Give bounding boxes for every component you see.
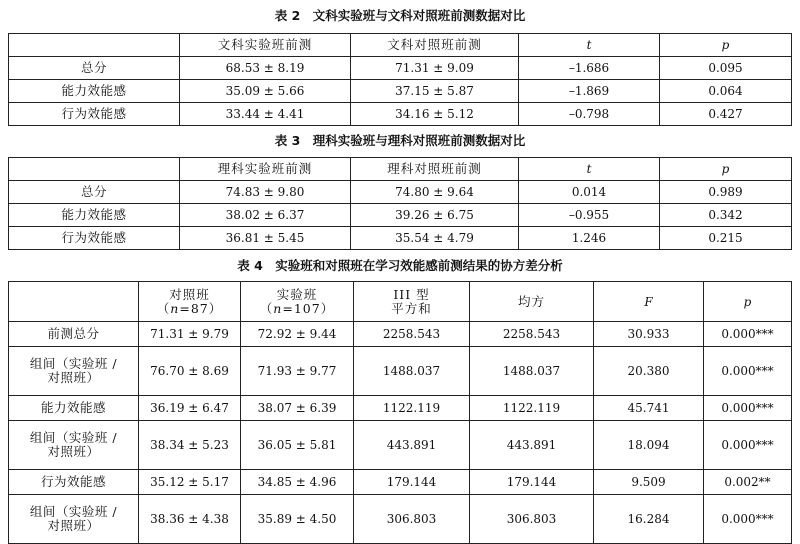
table-cell: 38.07 ± 6.39 [241,396,354,421]
table-cell: 443.891 [470,421,594,470]
table-cell: 30.933 [594,322,704,347]
row-label: 总分 [9,181,180,204]
table4-header-p: p [704,282,792,322]
table-cell: 71.31 ± 9.79 [139,322,241,347]
table-cell: 443.891 [354,421,470,470]
row-label [9,347,139,396]
table3-caption: 表 3 理科实验班与理科对照班前测数据对比 [274,133,526,148]
table-cell: 179.144 [354,470,470,495]
table-cell: 39.26 ± 6.75 [351,204,519,227]
table-cell: 0.014 [519,181,660,204]
table-cell: 0.000*** [704,421,792,470]
table-cell: 0.000*** [704,347,792,396]
n-variable: n [273,300,283,316]
table-cell: 1122.119 [470,396,594,421]
header-line: 实验班 [276,286,318,302]
row-label: 能力效能感 [9,80,180,103]
table-cell: 36.19 ± 6.47 [139,396,241,421]
table-row [9,347,792,396]
table3-header-t: t [519,158,660,181]
paren: （ [259,300,274,316]
row-label [9,495,139,544]
row-label-line: 对照班） [47,518,100,533]
row-label-line: 组间（实验班 / [29,430,118,445]
table-cell: 38.02 ± 6.37 [180,204,351,227]
table3-header-row [9,158,792,181]
table-row [9,396,792,421]
row-label-line: 组间（实验班 / [29,504,118,519]
table4-header-empty [9,282,139,322]
table-cell: 2258.543 [354,322,470,347]
n-variable: n [170,300,180,316]
table-cell: 35.89 ± 4.50 [241,495,354,544]
table-cell: 36.05 ± 5.81 [241,421,354,470]
table-cell: 1488.037 [354,347,470,396]
table2-header-empty [9,34,180,57]
table4-header-ss [354,282,470,322]
table-row [9,57,792,80]
table-cell: –0.955 [519,204,660,227]
n-value: =107） [282,300,335,316]
table-cell: 35.12 ± 5.17 [139,470,241,495]
table4-header-experiment [241,282,354,322]
table-cell: 36.81 ± 5.45 [180,227,351,250]
table4-caption: 表 4 实验班和对照班在学习效能感前测结果的协方差分析 [237,258,563,273]
table-row [9,181,792,204]
row-label [9,470,139,495]
row-label: 总分 [9,57,180,80]
table-cell: –1.869 [519,80,660,103]
table-cell: 34.85 ± 4.96 [241,470,354,495]
paren: （ [156,300,171,316]
row-label-line: 前测总分 [47,326,100,341]
table-cell: 37.15 ± 5.87 [351,80,519,103]
table2 [8,33,792,126]
table-cell: 0.342 [660,204,792,227]
row-label [9,421,139,470]
table-row [9,80,792,103]
table-cell: 74.80 ± 9.64 [351,181,519,204]
table-cell: 35.54 ± 4.79 [351,227,519,250]
table-cell: 0.427 [660,103,792,126]
row-label-line: 对照班） [47,444,100,459]
table-row [9,322,792,347]
table4-header-row [9,282,792,322]
table-cell: –1.686 [519,57,660,80]
table2-header-p: p [660,34,792,57]
header-n-line [139,302,240,316]
row-label-line: 对照班） [47,370,100,385]
table-cell: 0.000*** [704,322,792,347]
table4-header-ms: 均方 [470,282,594,322]
table-cell: 74.83 ± 9.80 [180,181,351,204]
table-cell: –0.798 [519,103,660,126]
table-cell: 1122.119 [354,396,470,421]
table2-header-row [9,34,792,57]
table-row [9,421,792,470]
n-value: =87） [179,300,223,316]
table-cell: 0.095 [660,57,792,80]
table-cell: 306.803 [470,495,594,544]
table-cell: 0.000*** [704,495,792,544]
header-n-line [241,302,353,316]
row-label [9,322,139,347]
row-label: 能力效能感 [9,204,180,227]
table-cell: 9.509 [594,470,704,495]
table-cell: 38.34 ± 5.23 [139,421,241,470]
header-line: 对照班 [169,286,210,302]
table-row [9,470,792,495]
table3-header-control: 理科对照班前测 [351,158,519,181]
table-cell: 1488.037 [470,347,594,396]
table2-caption: 表 2 文科实验班与文科对照班前测数据对比 [274,8,526,23]
table-cell: 0.002** [704,470,792,495]
table-cell: 68.53 ± 8.19 [180,57,351,80]
table4-header-control [139,282,241,322]
row-label-line: 组间（实验班 / [29,356,118,371]
table3-header-experiment: 理科实验班前测 [180,158,351,181]
table-cell: 16.284 [594,495,704,544]
table4-header-f: F [594,282,704,322]
table-cell: 179.144 [470,470,594,495]
table-cell: 72.92 ± 9.44 [241,322,354,347]
table-row [9,227,792,250]
row-label: 行为效能感 [9,227,180,250]
table-cell: 71.31 ± 9.09 [351,57,519,80]
table2-header-control: 文科对照班前测 [351,34,519,57]
table-cell: 34.16 ± 5.12 [351,103,519,126]
table-cell: 38.36 ± 4.38 [139,495,241,544]
table-cell: 20.380 [594,347,704,396]
table2-header-t: t [519,34,660,57]
table-cell: 35.09 ± 5.66 [180,80,351,103]
row-label: 行为效能感 [9,103,180,126]
table2-header-experiment: 文科实验班前测 [180,34,351,57]
table-cell: 0.000*** [704,396,792,421]
table-cell: 0.064 [660,80,792,103]
row-label [9,396,139,421]
table-row [9,495,792,544]
table3 [8,157,792,250]
table-cell: 1.246 [519,227,660,250]
table-cell: 2258.543 [470,322,594,347]
table4 [8,281,792,544]
table-cell: 76.70 ± 8.69 [139,347,241,396]
table-row [9,103,792,126]
table-cell: 71.93 ± 9.77 [241,347,354,396]
header-line: III 型 [393,286,430,302]
row-label-line: 行为效能感 [40,474,106,489]
table-row [9,204,792,227]
row-label-line: 能力效能感 [40,400,106,415]
table3-header-empty [9,158,180,181]
table-cell: 33.44 ± 4.41 [180,103,351,126]
table-cell: 45.741 [594,396,704,421]
header-line: 平方和 [391,300,432,316]
table-cell: 306.803 [354,495,470,544]
table3-header-p: p [660,158,792,181]
table-cell: 0.989 [660,181,792,204]
table-cell: 18.094 [594,421,704,470]
table-cell: 0.215 [660,227,792,250]
